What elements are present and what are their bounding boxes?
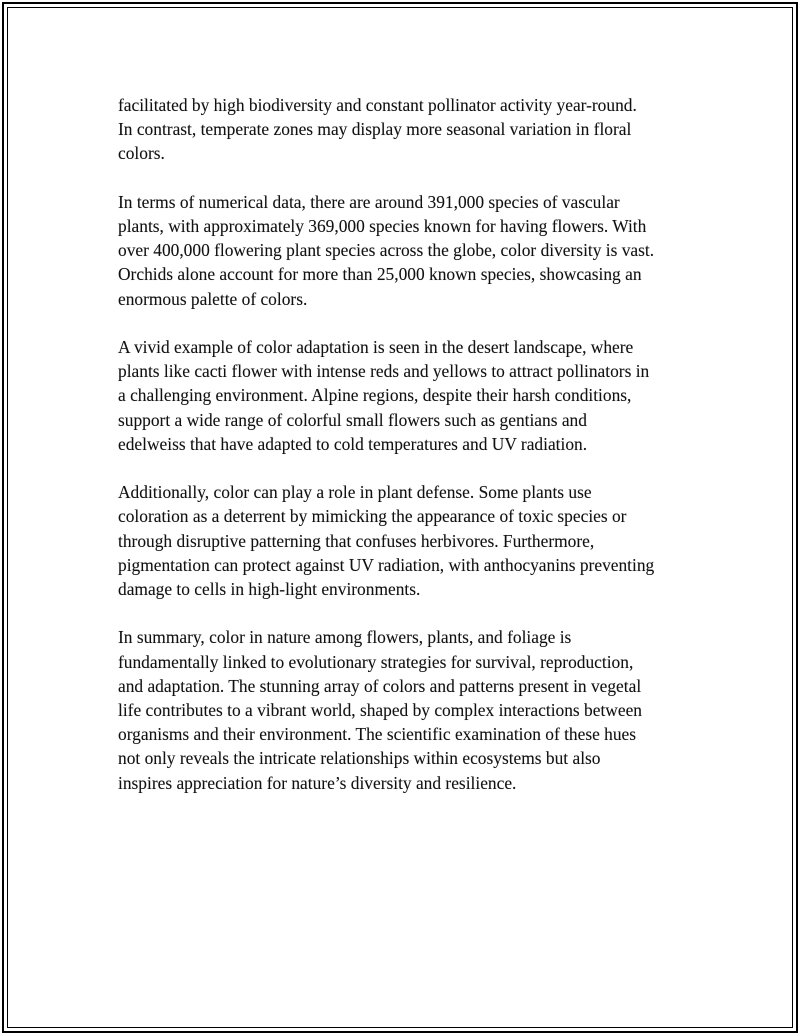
text-line: support a wide range of colorful small flowers such as gentians and	[118, 409, 587, 430]
text-line: inspires appreciation for nature’s diversity and resilience.	[118, 772, 517, 793]
text-line: and adaptation. The stunning array of colors and patterns present in vegetal	[118, 675, 642, 696]
text-line: In terms of numerical data, there are around 391,000 species of vascular	[118, 191, 620, 212]
text-line: fundamentally linked to evolutionary strategies for survival, reproduction,	[118, 651, 634, 672]
text-line: A vivid example of color adaptation is seen in the desert landscape, where	[118, 337, 634, 357]
paragraph-1	[118, 93, 698, 166]
text-line: In summary, color in nature among flowers, plants, and foliage is	[118, 627, 572, 648]
paragraph-2	[118, 190, 698, 311]
text-line: Additionally, color can play a role in plant defense. Some plants use	[118, 482, 592, 503]
text-line: not only reveals the intricate relationships within ecosystems but also	[118, 748, 601, 769]
text-line: edelweiss that have adapted to cold temperatures and UV radiation.	[118, 433, 588, 454]
text-line: plants like cacti flower with intense reds and yellows to attract pollinators in	[118, 361, 650, 382]
text-line: In contrast, temperate zones may display more seasonal variation in floral	[118, 119, 632, 140]
text-line: enormous palette of colors.	[118, 288, 308, 309]
text-line: through disruptive patterning that confuses herbivores. Furthermore,	[118, 530, 595, 551]
text-line: facilitated by high biodiversity and constant pollinator activity year-round.	[118, 95, 637, 115]
document-body	[118, 93, 698, 819]
text-line: organisms and their environment. The scientific examination of these hues	[118, 724, 637, 745]
text-line: damage to cells in high-light environments.	[118, 579, 421, 600]
text-line: a challenging environment. Alpine regions, despite their harsh conditions,	[118, 385, 632, 406]
text-line: life contributes to a vibrant world, shaped by complex interactions between	[118, 700, 642, 721]
text-line: plants, with approximately 369,000 species known for having flowers. With	[118, 216, 647, 236]
text-line: Orchids alone account for more than 25,000 known species, showcasing an	[118, 264, 642, 285]
paragraph-5	[118, 625, 698, 794]
text-line: coloration as a deterrent by mimicking the appearance of toxic species or	[118, 506, 627, 527]
paragraph-4	[118, 480, 698, 601]
text-line: pigmentation can protect against UV radiation, with anthocyanins preventing	[118, 554, 655, 575]
text-line: over 400,000 flowering plant species across the globe, color diversity is vast.	[118, 240, 655, 261]
text-line: colors.	[118, 143, 165, 164]
paragraph-3	[118, 335, 698, 456]
